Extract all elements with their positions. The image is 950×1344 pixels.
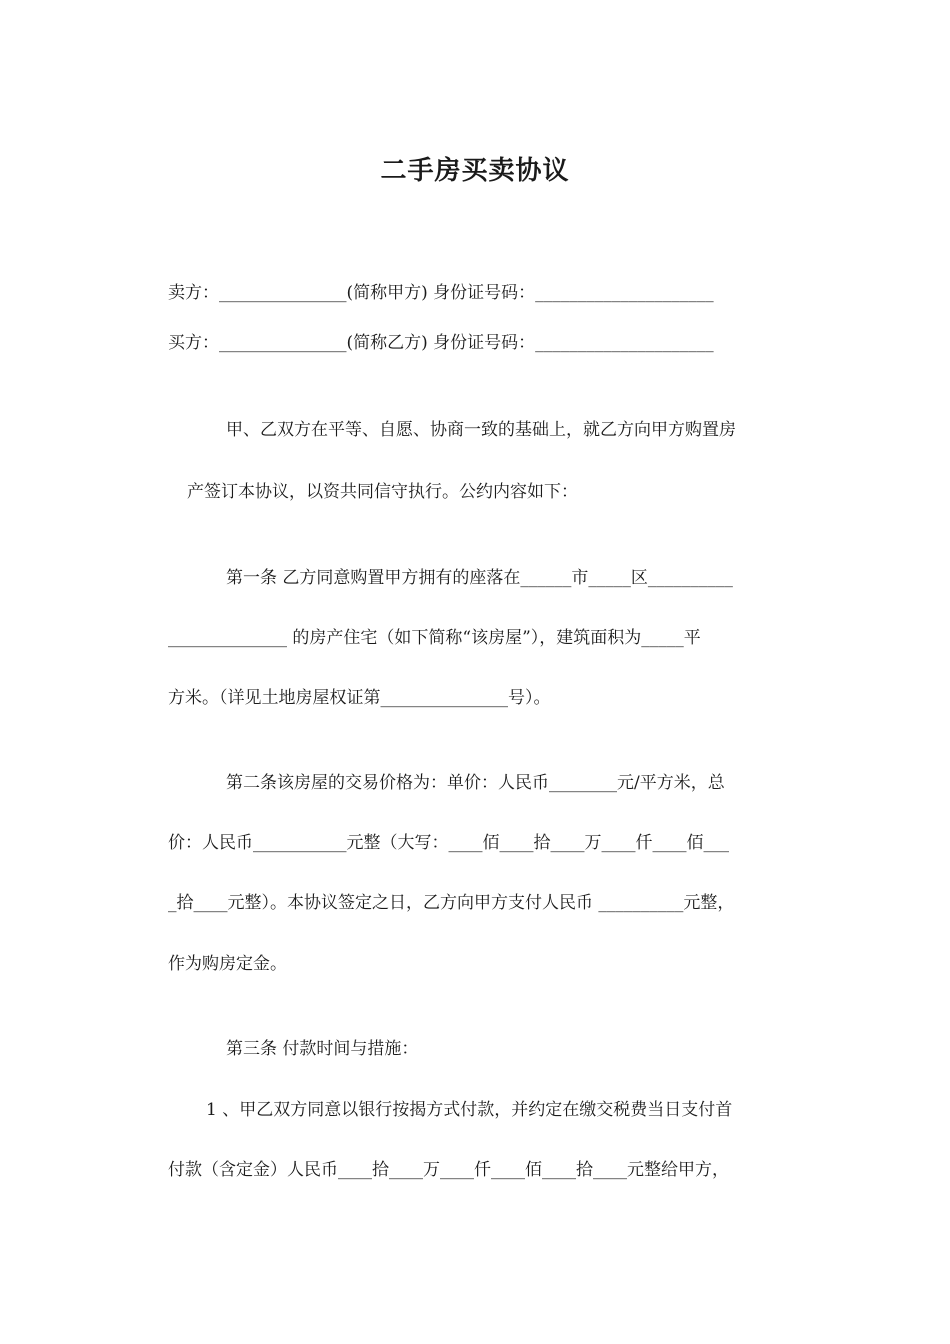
article-1-line-1: 第一条 乙方同意购置甲方拥有的座落在______市_____区__________: [226, 568, 733, 588]
article-2-line-3: _拾____元整）。本协议签定之日，乙方向甲方支付人民币 __________元整，: [168, 893, 735, 913]
preamble-line-1: 甲、乙双方在平等、自愿、协商一致的基础上，就乙方向甲方购置房: [226, 420, 736, 440]
article-1-line-2: ______________ 的房产住宅（如下简称“该房屋”），建筑面积为_____平: [168, 628, 701, 648]
buyer-line: 买方：_______________(简称乙方) 身份证号码：_____________________: [168, 333, 714, 353]
article-3-item-1-line-1: 1 、甲乙双方同意以银行按揭方式付款，并约定在缴交税费当日支付首: [206, 1100, 733, 1120]
article-3-heading: 第三条 付款时间与措施：: [226, 1039, 419, 1059]
article-2-line-1: 第二条该房屋的交易价格为：单价：人民币________元/平方米，总: [226, 773, 725, 793]
document-title: 二手房买卖协议: [380, 156, 570, 186]
article-2-line-4: 作为购房定金。: [168, 954, 287, 974]
article-2-line-2: 价：人民币___________元整（大写：____佰____拾____万____仟____佰___: [168, 833, 729, 853]
seller-line: 卖方：_______________(简称甲方) 身份证号码：_____________________: [168, 283, 714, 303]
article-3-item-1-line-2: 付款（含定金）人民币____拾____万____仟____佰____拾____元整给甲方，: [168, 1160, 729, 1180]
preamble-line-2: 产签订本协议，以资共同信守执行。公约内容如下：: [187, 482, 578, 502]
article-1-line-3: 方米。（详见土地房屋权证第_______________号）。: [168, 688, 551, 708]
